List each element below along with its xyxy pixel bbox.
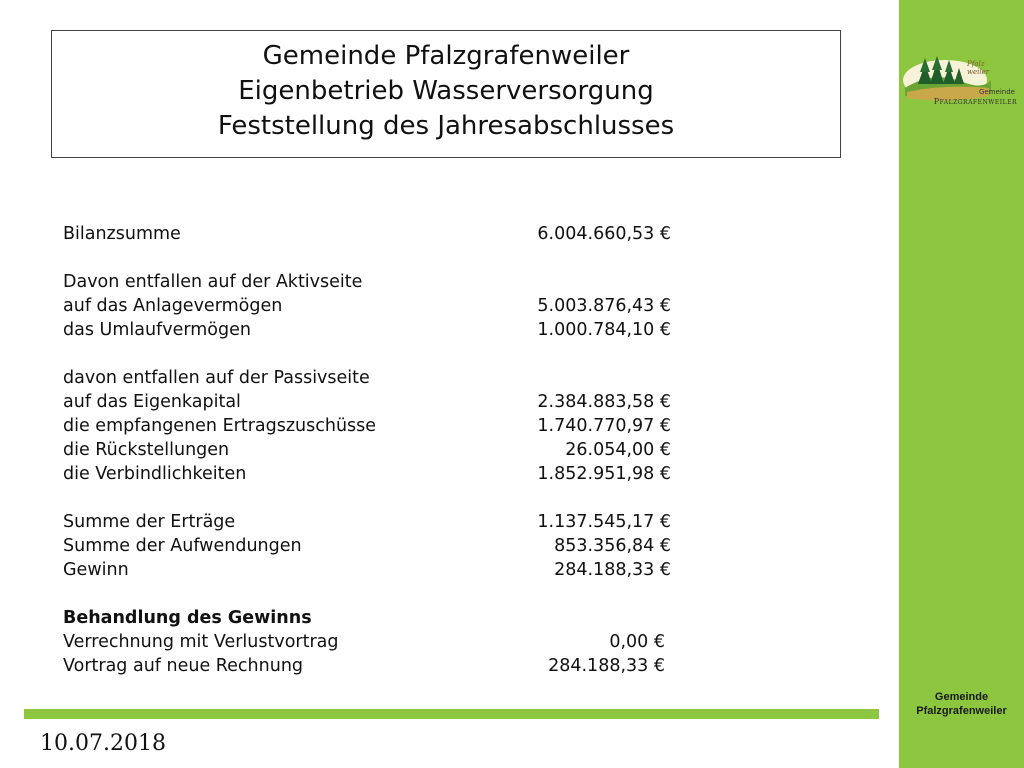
row-value: 0,00 € xyxy=(609,632,665,652)
row-ertraege xyxy=(63,510,683,534)
spacer xyxy=(63,486,683,510)
logo-text-gemeinde: Gemeinde xyxy=(979,88,1015,96)
row-ertragszuschuesse xyxy=(63,414,683,438)
row-label: die Rückstellungen xyxy=(63,440,230,460)
row-label: Bilanzsumme xyxy=(63,224,181,244)
row-label: Davon entfallen auf der Aktivseite xyxy=(63,272,363,292)
row-behandlung-heading xyxy=(63,606,683,630)
row-value: 1.000.784,10 € xyxy=(537,320,671,340)
row-umlaufvermoegen xyxy=(63,318,683,342)
row-label: die empfangenen Ertragszuschüsse xyxy=(63,416,377,436)
svg-text:weiler: weiler xyxy=(967,68,990,76)
row-label: Behandlung des Gewinns xyxy=(63,608,312,628)
row-label: Vortrag auf neue Rechnung xyxy=(63,656,304,676)
logo-graphic xyxy=(903,48,1021,118)
row-label: davon entfallen auf der Passivseite xyxy=(63,368,370,388)
pfalzgrafenweiler-logo-icon xyxy=(903,48,1021,118)
row-value: 853.356,84 € xyxy=(554,536,671,556)
row-value: 6.004.660,53 € xyxy=(537,224,671,244)
row-rueckstellungen xyxy=(63,438,683,462)
row-label: Gewinn xyxy=(63,560,129,580)
row-value: 284.188,33 € xyxy=(554,560,671,580)
title-line-3: Feststellung des Jahresabschlusses xyxy=(217,111,675,141)
sidebar-footer xyxy=(899,690,1024,718)
row-label: auf das Anlagevermögen xyxy=(63,296,283,316)
row-value: 2.384.883,58 € xyxy=(537,392,671,412)
row-label: Summe der Aufwendungen xyxy=(63,536,302,556)
row-value: 5.003.876,43 € xyxy=(537,296,671,316)
row-value: 26.054,00 € xyxy=(565,440,671,460)
row-eigenkapital xyxy=(63,390,683,414)
sidebar-footer-line-2: Pfalzgrafenweiler xyxy=(916,705,1007,717)
row-label: auf das Eigenkapital xyxy=(63,392,241,412)
row-label: das Umlaufvermögen xyxy=(63,320,251,340)
row-bilanzsumme xyxy=(63,222,683,246)
row-value: 1.740.770,97 € xyxy=(537,416,671,436)
row-anlagevermoegen xyxy=(63,294,683,318)
row-aktiv-heading xyxy=(63,270,683,294)
title-box xyxy=(51,30,841,158)
row-vortrag xyxy=(63,654,683,678)
row-verlustvortrag xyxy=(63,630,683,654)
row-verbindlichkeiten xyxy=(63,462,683,486)
spacer xyxy=(63,342,683,366)
sidebar-footer-line-1: Gemeinde xyxy=(934,691,989,703)
title-line-2: Eigenbetrieb Wasserversorgung xyxy=(238,76,654,106)
row-value: 1.852.951,98 € xyxy=(537,464,671,484)
logo-text-name: Pfalzgrafenweiler xyxy=(933,97,1017,106)
spacer xyxy=(63,582,683,606)
row-passiv-heading xyxy=(63,366,683,390)
row-value: 284.188,33 € xyxy=(548,656,665,676)
row-label: Summe der Erträge xyxy=(63,512,236,532)
financial-summary xyxy=(63,222,683,678)
slide-date: 10.07.2018 xyxy=(40,731,166,756)
bottom-accent-bar xyxy=(24,709,879,719)
row-gewinn xyxy=(63,558,683,582)
svg-text:Pfalz: Pfalz xyxy=(967,60,985,68)
row-value: 1.137.545,17 € xyxy=(537,512,671,532)
row-aufwendungen xyxy=(63,534,683,558)
row-label: Verrechnung mit Verlustvortrag xyxy=(63,632,339,652)
spacer xyxy=(63,246,683,270)
title-line-1: Gemeinde Pfalzgrafenweiler xyxy=(262,41,630,71)
row-label: die Verbindlichkeiten xyxy=(63,464,247,484)
